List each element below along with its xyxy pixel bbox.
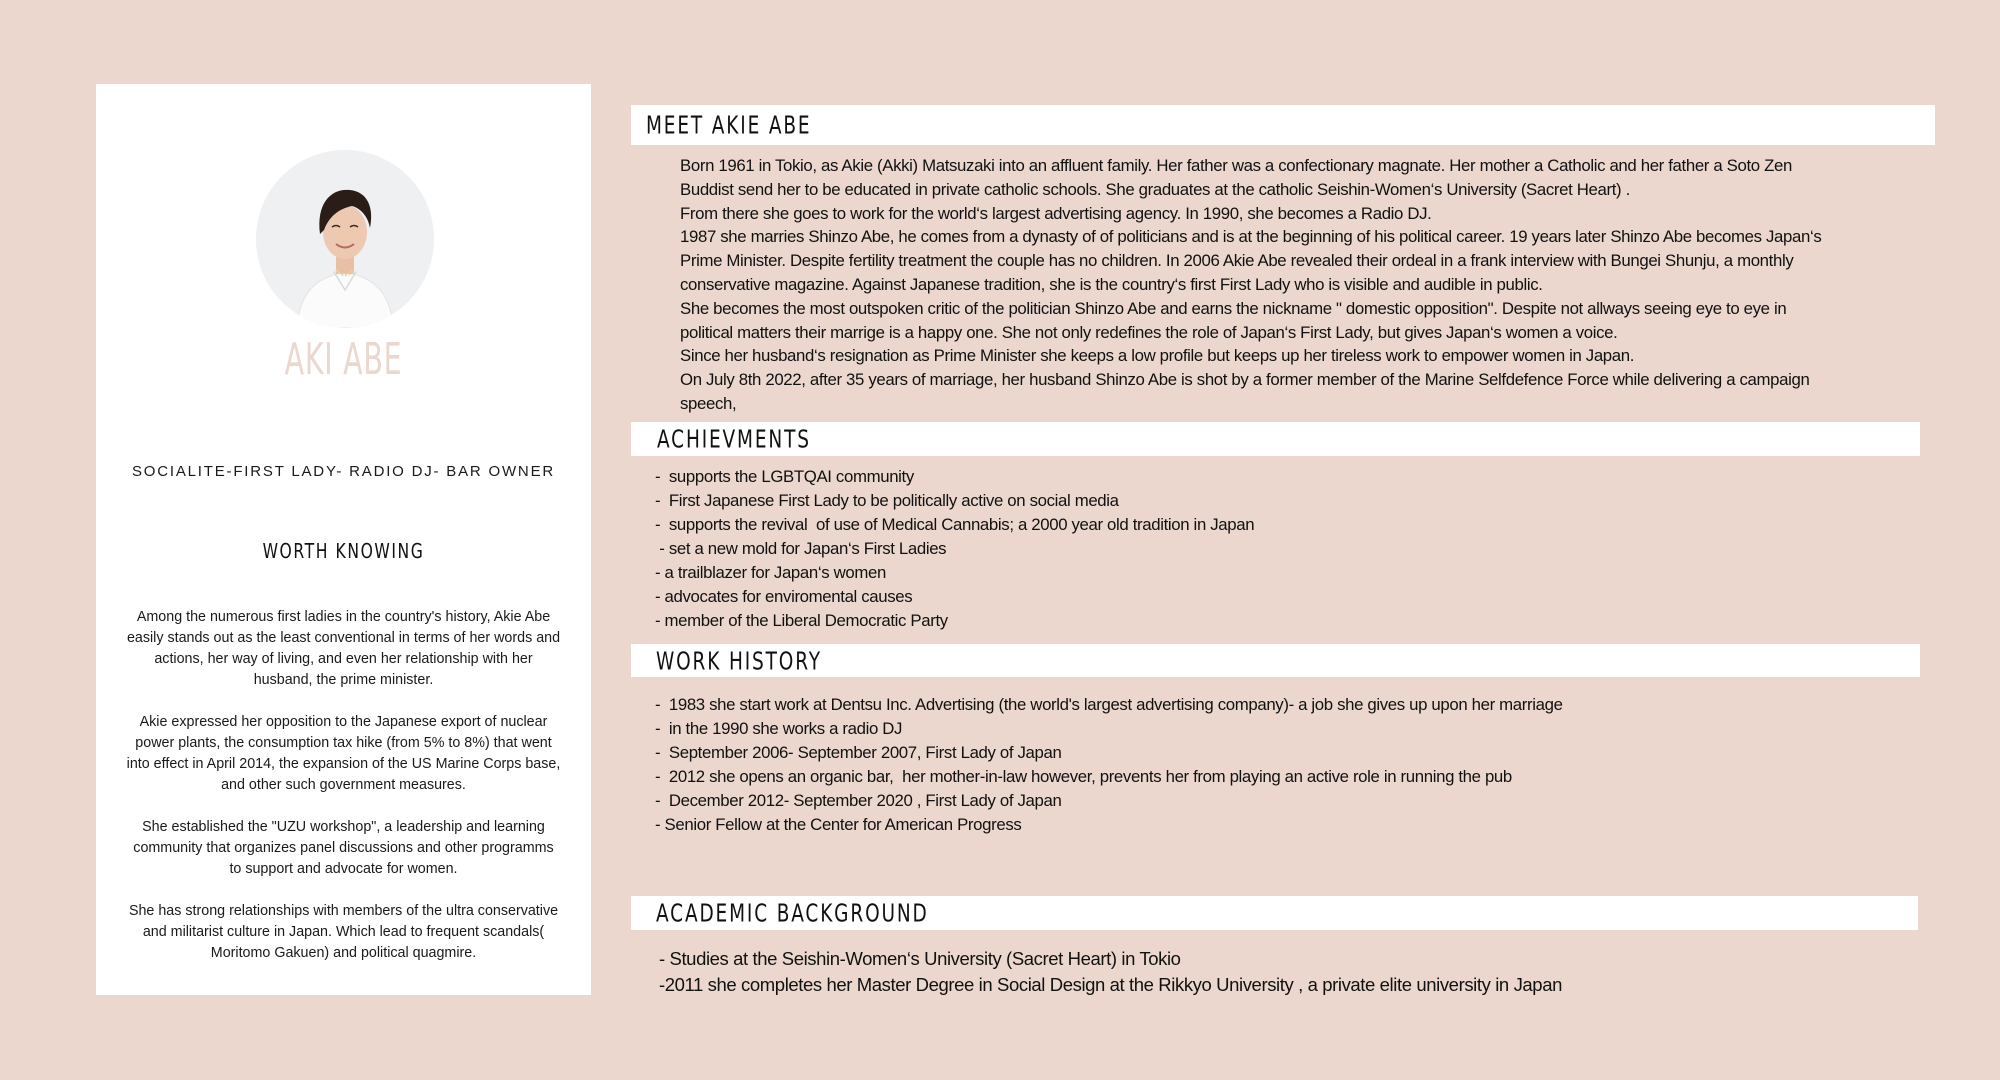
academic-heading: ACADEMIC BACKGROUND	[656, 898, 929, 928]
worth-paragraph: She established the "UZU workshop", a leadership and learning community that organizes panel discussions and other programms to support and advocate for women.	[133, 819, 554, 877]
list-item: - supports the LGBTQAI community	[655, 467, 914, 486]
worth-knowing-heading: WORTH KNOWING	[262, 539, 425, 563]
profile-card	[96, 84, 591, 995]
bio-line: conservative magazine. Against Japanese tradition, she is the country‘s first First Lady who is visible and audible in public.	[680, 274, 1543, 294]
profile-roles: SOCIALITE-FIRST LADY- RADIO DJ- BAR OWNER	[131, 463, 556, 480]
achievements-list	[655, 465, 1254, 633]
bio-line: Buddist send her to be educated in private catholic schools. She graduates at the catholic Seishin-Women‘s University (Sacret Heart) .	[680, 179, 1630, 199]
academic-list	[659, 946, 1562, 997]
meet-biography-text	[680, 154, 1940, 416]
achievements-section-header	[631, 422, 1920, 456]
worth-knowing-text	[126, 607, 561, 985]
list-item: - set a new mold for Japan‘s First Ladies	[655, 539, 947, 558]
portrait-photo	[256, 150, 434, 328]
list-item: - member of the Liberal Democratic Party	[655, 611, 948, 630]
list-item: - a trailblazer for Japan‘s women	[655, 563, 886, 582]
list-item: - 2012 she opens an organic bar, her mother-in-law however, prevents her from playing an active role in running the pub	[655, 767, 1512, 786]
list-item: - September 2006- September 2007, First Lady of Japan	[655, 743, 1062, 762]
bio-line: Prime Minister. Despite fertility treatment the couple has no children. In 2006 Akie Abe revealed their ordeal in a frank interview with Bungei Shunju, a monthly	[680, 251, 1794, 271]
portrait-icon	[256, 150, 434, 328]
list-item: - in the 1990 she works a radio DJ	[655, 719, 903, 738]
list-item: - advocates for enviromental causes	[655, 587, 913, 606]
bio-line: 1987 she marries Shinzo Abe, he comes from a dynasty of of politicians and is at the beginning of his political career. 19 years later Shinzo Abe becomes Japan‘s	[680, 227, 1822, 247]
bio-line: political matters their marrige is a happy one. She not only redefines the role of Japan‘s First Lady, but gives Japan‘s women a voice.	[680, 322, 1618, 342]
work-history-section-header	[631, 644, 1920, 677]
bio-line: She becomes the most outspoken critic of the politician Shinzo Abe and earns the nickname " domestic opposition". Despite not allways seeing eye to eye in	[680, 298, 1787, 318]
list-item: - 1983 she start work at Dentsu Inc. Advertising (the world's largest advertising company)- a job she gives up upon her marriage	[655, 695, 1563, 714]
list-item: - Studies at the Seishin-Women‘s University (Sacret Heart) in Tokio	[659, 948, 1181, 969]
profile-name: AKI ABE	[284, 334, 403, 385]
list-item: - December 2012- September 2020 , First Lady of Japan	[655, 791, 1062, 810]
academic-section-header	[631, 896, 1918, 930]
list-item: - First Japanese First Lady to be politically active on social media	[655, 491, 1119, 510]
bio-line: Since her husband‘s resignation as Prime Minister she keeps a low profile but keeps up her tireless work to empower women in Japan.	[680, 346, 1635, 366]
bio-line: From there she goes to work for the world‘s largest advertising agency. In 1990, she becomes a Radio DJ.	[680, 203, 1432, 223]
work-history-heading: WORK HISTORY	[656, 646, 822, 675]
meet-section-header	[631, 105, 1935, 145]
work-history-list	[655, 693, 1563, 837]
achievements-heading: ACHIEVMENTS	[657, 424, 811, 454]
list-item: - Senior Fellow at the Center for American Progress	[655, 815, 1022, 834]
meet-heading: MEET AKIE ABE	[646, 110, 812, 140]
bio-line: Born 1961 in Tokio, as Akie (Akki) Matsuzaki into an affluent family. Her father was a confectionary magnate. Her mother a Catholic and her father a Soto Zen	[680, 156, 1792, 175]
worth-paragraph: Among the numerous first ladies in the country's history, Akie Abe easily stands out as the least conventional in terms of her words and actions, her way of living, and even her relationship with her husband, the prime minister.	[126, 609, 561, 688]
worth-paragraph: She has strong relationships with members of the ultra conservative and militarist culture in Japan. Which lead to frequent scandals( Moritomo Gakuen) and political quagmire.	[128, 903, 559, 961]
list-item: -2011 she completes her Master Degree in Social Design at the Rikkyo University , a private elite university in Japan	[659, 973, 1562, 995]
bio-line: On July 8th 2022, after 35 years of marriage, her husband Shinzo Abe is shot by a former member of the Marine Selfdefence Force while delivering a campaign	[680, 370, 1810, 390]
worth-paragraph: Akie expressed her opposition to the Japanese export of nuclear power plants, the consumption tax hike (from 5% to 8%) that went into effect in April 2014, the expansion of the US Marine Corps base, and other such government measures.	[126, 714, 561, 793]
list-item: - supports the revival of use of Medical Cannabis; a 2000 year old tradition in Japan	[655, 515, 1255, 534]
bio-line: speech,	[680, 393, 737, 413]
